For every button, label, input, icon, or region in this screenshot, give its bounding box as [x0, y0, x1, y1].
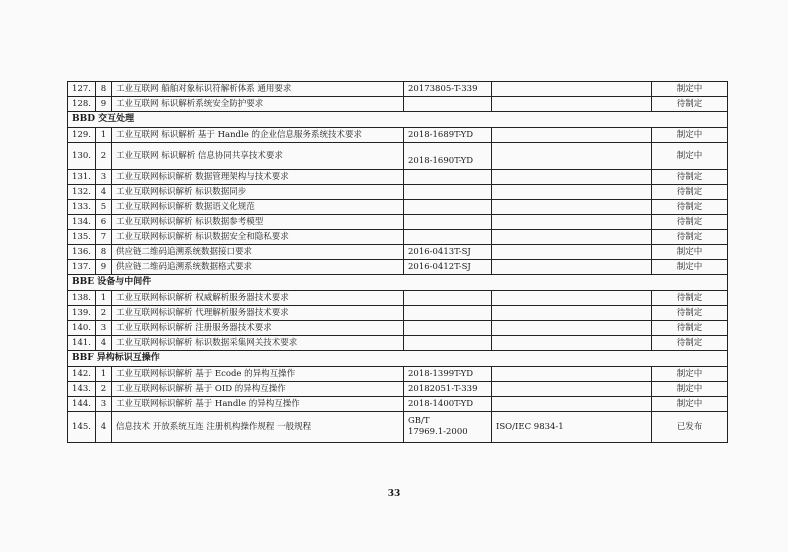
- row-index: 5: [96, 200, 112, 215]
- table-row: [68, 170, 728, 185]
- row-index: 4: [96, 336, 112, 351]
- row-index: 1: [96, 128, 112, 143]
- table-row: [68, 143, 728, 170]
- table-row: [68, 382, 728, 397]
- status-cell: 待制定: [652, 170, 728, 185]
- status-cell: 制定中: [652, 128, 728, 143]
- row-number: 137.: [68, 260, 96, 275]
- row-number: 128.: [68, 97, 96, 112]
- plan-code: 2018-1690T-YD: [404, 143, 492, 170]
- international-standard: ISO/IEC 9834-1: [492, 412, 652, 443]
- status-cell: 待制定: [652, 230, 728, 245]
- standard-title: 工业互联网标识解析 注册服务器技术要求: [112, 321, 404, 336]
- row-index: 4: [96, 185, 112, 200]
- row-number: 133.: [68, 200, 96, 215]
- international-standard: [492, 245, 652, 260]
- standard-title: 工业互联网标识解析 数据管理架构与技术要求: [112, 170, 404, 185]
- row-number: 143.: [68, 382, 96, 397]
- international-standard: [492, 367, 652, 382]
- standard-title: 工业互联网标识解析 代理解析服务器技术要求: [112, 306, 404, 321]
- table-row: [68, 215, 728, 230]
- status-cell: 已发布: [652, 412, 728, 443]
- table-row: [68, 185, 728, 200]
- status-cell: 制定中: [652, 245, 728, 260]
- status-cell: 待制定: [652, 97, 728, 112]
- table-row: [68, 97, 728, 112]
- international-standard: [492, 128, 652, 143]
- standard-title: 工业互联网标识解析 标识数据参考模型: [112, 215, 404, 230]
- row-number: 138.: [68, 291, 96, 306]
- international-standard: [492, 215, 652, 230]
- row-number: 129.: [68, 128, 96, 143]
- row-number: 141.: [68, 336, 96, 351]
- row-index: 3: [96, 170, 112, 185]
- table-row: [68, 128, 728, 143]
- section-header-row: [68, 112, 728, 128]
- standard-title: 工业互联网标识解析 标识数据采集网关技术要求: [112, 336, 404, 351]
- standard-title: 工业互联网标识解析 标识数据安全和隐私要求: [112, 230, 404, 245]
- international-standard: [492, 336, 652, 351]
- status-cell: 待制定: [652, 291, 728, 306]
- row-number: 131.: [68, 170, 96, 185]
- status-cell: 制定中: [652, 143, 728, 170]
- row-number: 130.: [68, 143, 96, 170]
- row-number: 132.: [68, 185, 96, 200]
- status-cell: 制定中: [652, 367, 728, 382]
- section-label: BBE 设备与中间件: [68, 275, 728, 291]
- status-cell: 制定中: [652, 82, 728, 97]
- status-cell: 待制定: [652, 200, 728, 215]
- plan-code: [404, 97, 492, 112]
- row-index: 9: [96, 260, 112, 275]
- row-number: 127.: [68, 82, 96, 97]
- plan-code: [404, 185, 492, 200]
- row-index: 8: [96, 82, 112, 97]
- standard-title: 工业互联网标识解析 数据语义化规范: [112, 200, 404, 215]
- international-standard: [492, 143, 652, 170]
- standards-table: [67, 81, 728, 443]
- status-cell: 制定中: [652, 397, 728, 412]
- plan-code: [404, 170, 492, 185]
- international-standard: [492, 82, 652, 97]
- international-standard: [492, 97, 652, 112]
- row-number: 144.: [68, 397, 96, 412]
- row-number: 135.: [68, 230, 96, 245]
- table-row: [68, 260, 728, 275]
- international-standard: [492, 321, 652, 336]
- table-row: [68, 230, 728, 245]
- table-row: [68, 200, 728, 215]
- plan-code: [404, 291, 492, 306]
- row-number: 136.: [68, 245, 96, 260]
- row-number: 134.: [68, 215, 96, 230]
- standard-title: 工业互联网标识解析 基于 Ecode 的异构互操作: [112, 367, 404, 382]
- row-index: 1: [96, 291, 112, 306]
- table-row: [68, 336, 728, 351]
- status-cell: 制定中: [652, 382, 728, 397]
- international-standard: [492, 306, 652, 321]
- table-row: [68, 245, 728, 260]
- plan-code: [404, 321, 492, 336]
- standard-title: 供应链二维码追溯系统数据接口要求: [112, 245, 404, 260]
- international-standard: [492, 291, 652, 306]
- international-standard: [492, 260, 652, 275]
- row-index: 3: [96, 397, 112, 412]
- section-header-row: [68, 351, 728, 367]
- table-row: [68, 412, 728, 443]
- plan-code: 20182051-T-339: [404, 382, 492, 397]
- row-index: 9: [96, 97, 112, 112]
- plan-code: 2018-1399T-YD: [404, 367, 492, 382]
- status-cell: 待制定: [652, 215, 728, 230]
- row-index: 3: [96, 321, 112, 336]
- row-number: 145.: [68, 412, 96, 443]
- plan-code: 2018-1689T-YD: [404, 128, 492, 143]
- table-row: [68, 367, 728, 382]
- section-label: BBF 异构标识互操作: [68, 351, 728, 367]
- table-row: [68, 397, 728, 412]
- status-cell: 待制定: [652, 321, 728, 336]
- international-standard: [492, 200, 652, 215]
- international-standard: [492, 230, 652, 245]
- plan-code: 2016-0413T-SJ: [404, 245, 492, 260]
- section-label: BBD 交互处理: [68, 112, 728, 128]
- section-header-row: [68, 275, 728, 291]
- plan-code: [404, 200, 492, 215]
- row-number: 139.: [68, 306, 96, 321]
- table-row: [68, 321, 728, 336]
- plan-code: [404, 336, 492, 351]
- status-cell: 制定中: [652, 260, 728, 275]
- international-standard: [492, 397, 652, 412]
- status-cell: 待制定: [652, 336, 728, 351]
- row-index: 2: [96, 382, 112, 397]
- page-number: 33: [387, 489, 401, 499]
- plan-code: 2018-1400T-YD: [404, 397, 492, 412]
- international-standard: [492, 185, 652, 200]
- row-index: 2: [96, 143, 112, 170]
- plan-code: [404, 306, 492, 321]
- status-cell: 待制定: [652, 306, 728, 321]
- table-row: [68, 306, 728, 321]
- standard-title: 工业互联网标识解析 基于 OID 的异构互操作: [112, 382, 404, 397]
- row-index: 7: [96, 230, 112, 245]
- standard-title: 工业互联网标识解析 标识数据同步: [112, 185, 404, 200]
- plan-code: [404, 230, 492, 245]
- row-index: 8: [96, 245, 112, 260]
- plan-code: 2016-0412T-SJ: [404, 260, 492, 275]
- international-standard: [492, 382, 652, 397]
- standard-title: 工业互联网 船舶对象标识符解析体系 通用要求: [112, 82, 404, 97]
- row-number: 142.: [68, 367, 96, 382]
- standard-title: 工业互联网标识解析 权威解析服务器技术要求: [112, 291, 404, 306]
- row-index: 2: [96, 306, 112, 321]
- standard-title: 信息技术 开放系统互连 注册机构操作规程 一般规程: [112, 412, 404, 443]
- row-index: 1: [96, 367, 112, 382]
- plan-code: GB/T 17969.1-2000: [404, 412, 492, 443]
- plan-code: 20173805-T-339: [404, 82, 492, 97]
- status-cell: 待制定: [652, 185, 728, 200]
- standard-title: 供应链二维码追溯系统数据格式要求: [112, 260, 404, 275]
- standard-title: 工业互联网 标识解析 信息协同共享技术要求: [112, 143, 404, 170]
- row-index: 4: [96, 412, 112, 443]
- standard-title: 工业互联网 标识解析 基于 Handle 的企业信息服务系统技术要求: [112, 128, 404, 143]
- table-row: [68, 82, 728, 97]
- standard-title: 工业互联网标识解析 基于 Handle 的异构互操作: [112, 397, 404, 412]
- plan-code: [404, 215, 492, 230]
- row-index: 6: [96, 215, 112, 230]
- row-number: 140.: [68, 321, 96, 336]
- standard-title: 工业互联网 标识解析系统安全防护要求: [112, 97, 404, 112]
- international-standard: [492, 170, 652, 185]
- table-row: [68, 291, 728, 306]
